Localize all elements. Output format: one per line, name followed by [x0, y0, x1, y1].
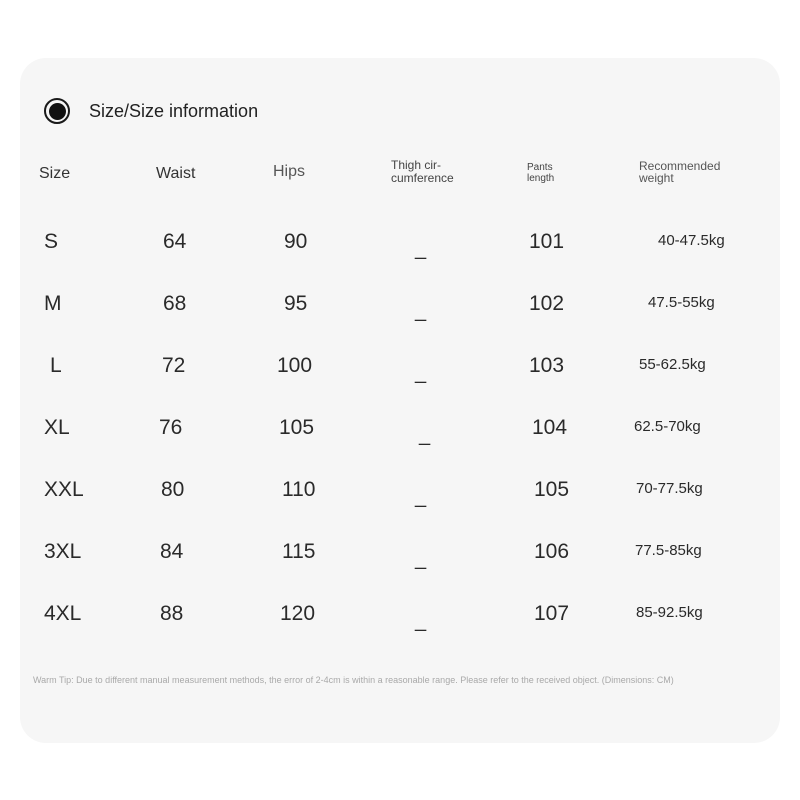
cell-thigh: _: [415, 300, 427, 322]
cell-size: M: [44, 292, 62, 315]
cell-size: L: [50, 354, 62, 377]
cell-size: XXL: [44, 478, 84, 501]
cell-waist: 84: [160, 540, 184, 563]
cell-thigh: _: [415, 362, 427, 384]
cell-waist: 88: [160, 602, 184, 625]
cell-hips: 115: [282, 540, 316, 563]
cell-weight: 55-62.5kg: [639, 356, 706, 373]
cell-waist: 68: [163, 292, 187, 315]
cell-hips: 110: [282, 478, 316, 501]
cell-weight: 62.5-70kg: [634, 418, 701, 435]
cell-pants-length: 104: [532, 416, 568, 439]
cell-hips: 90: [284, 230, 308, 253]
cell-pants-length: 107: [534, 602, 570, 625]
cell-pants-length: 101: [529, 230, 565, 253]
cell-waist: 72: [162, 354, 186, 377]
cell-pants-length: 105: [534, 478, 570, 501]
cell-weight: 77.5-85kg: [635, 542, 702, 559]
cell-waist: 64: [163, 230, 187, 253]
cell-size: 3XL: [44, 540, 82, 563]
cell-waist: 76: [159, 416, 183, 439]
header-size: Size: [39, 165, 71, 182]
cell-weight: 40-47.5kg: [658, 232, 725, 249]
header-pants-length: [527, 162, 554, 184]
header-waist: Waist: [156, 165, 196, 182]
title-row: [44, 96, 258, 126]
cell-hips: 100: [277, 354, 313, 377]
cell-pants-length: 106: [534, 540, 570, 563]
cell-thigh: _: [415, 548, 427, 570]
cell-size: XL: [44, 416, 70, 439]
bullet-icon: [44, 98, 70, 124]
cell-thigh: _: [415, 486, 427, 508]
header-hips: Hips: [273, 163, 306, 180]
header-thigh-line1: Thigh cir-: [391, 158, 442, 172]
cell-size: 4XL: [44, 602, 82, 625]
cell-hips: 95: [284, 292, 308, 315]
cell-weight: 85-92.5kg: [636, 604, 703, 621]
cell-thigh: _: [419, 424, 431, 446]
cell-pants-length: 102: [529, 292, 565, 315]
cell-waist: 80: [161, 478, 185, 501]
cell-thigh: _: [415, 610, 427, 632]
header-weight-line2: weight: [639, 171, 674, 185]
page-title: Size/Size information: [89, 100, 259, 121]
header-recommended-weight: [639, 160, 720, 184]
cell-hips: 105: [279, 416, 315, 439]
warm-tip-note: Warm Tip: Due to different manual measurement methods, the error of 2-4cm is within a reasonable range. Please refer to the received object. (Dimensions: CM): [33, 675, 674, 685]
cell-size: S: [44, 230, 59, 253]
cell-hips: 120: [280, 602, 316, 625]
header-thigh-circumference: [391, 159, 454, 185]
cell-pants-length: 103: [529, 354, 565, 377]
header-weight-line1: Recommended: [639, 159, 721, 173]
header-thigh-line2: cumference: [391, 171, 454, 185]
cell-weight: 47.5-55kg: [648, 294, 715, 311]
cell-thigh: _: [415, 238, 427, 260]
header-pants-line1: Pants: [527, 162, 553, 173]
header-pants-line2: length: [527, 173, 555, 184]
cell-weight: 70-77.5kg: [636, 480, 703, 497]
